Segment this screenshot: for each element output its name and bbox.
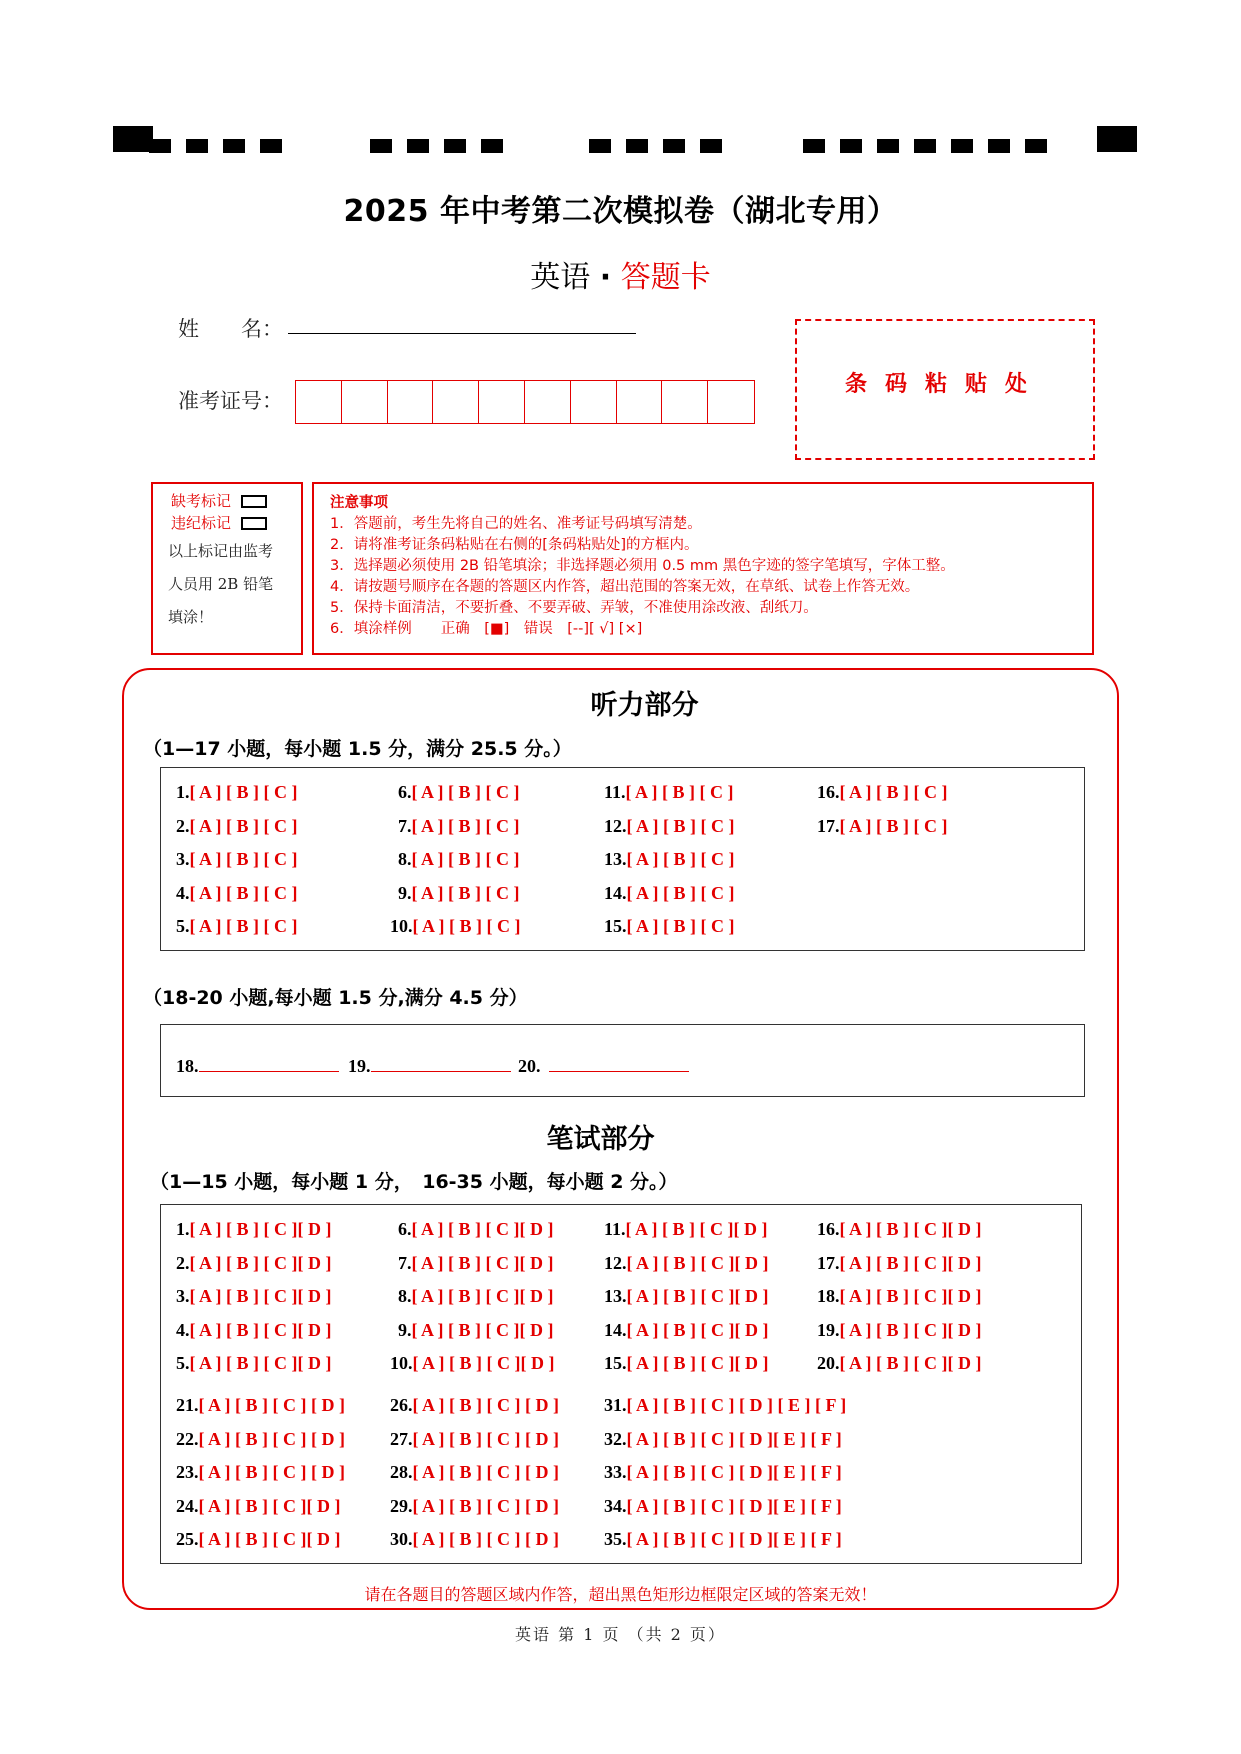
choice-question-33[interactable]	[604, 1462, 842, 1483]
choice-question-12[interactable]	[604, 816, 734, 837]
question-number: 7.	[398, 815, 412, 836]
exam-id-digit-cell[interactable]	[571, 381, 617, 423]
choice-question-30[interactable]	[390, 1529, 559, 1550]
question-number: 14.	[604, 882, 627, 903]
answer-options[interactable]: [ A ] [ B ] [ C ]	[411, 782, 520, 802]
answer-options[interactable]: [ A ] [ B ] [ C ]	[626, 882, 735, 903]
timing-dash	[840, 139, 862, 153]
barcode-label: 条码粘贴处	[844, 371, 1045, 397]
question-number: 4.	[176, 882, 190, 903]
alignment-mark-right	[1097, 126, 1137, 152]
answer-options[interactable]: [ A ] [ B ] [ C ]	[626, 916, 735, 936]
answer-options[interactable]: [ A ] [ B ] [ C ][ D ]	[189, 1252, 332, 1273]
answer-options[interactable]: [ A ] [ B ] [ C ][ D ]	[626, 1319, 769, 1340]
answer-options[interactable]: [ A ] [ B ] [ C ][ D ]	[839, 1286, 982, 1306]
choice-question-20[interactable]	[817, 1353, 981, 1374]
choice-question-6[interactable]	[398, 1219, 553, 1240]
question-number: 5.	[176, 916, 190, 936]
answer-options[interactable]: [ A ] [ B ] [ C ][ D ]	[839, 1353, 982, 1373]
question-number: 23.	[176, 1462, 199, 1482]
notice-item-4: 4．请按题号顺序在各题的答题区内作答，超出范围的答案无效，在草纸、试卷上作答无效。	[330, 579, 920, 595]
question-number: 10.	[390, 916, 413, 936]
choice-question-11[interactable]	[604, 1219, 768, 1240]
question-number: 8.	[398, 849, 412, 869]
choice-question-8[interactable]	[398, 1286, 553, 1307]
timing-dash	[223, 139, 245, 153]
answer-options[interactable]: [ A ] [ B ] [ C ][ D ]	[411, 1219, 554, 1239]
timing-dash	[914, 139, 936, 153]
question-number: 27.	[390, 1428, 413, 1449]
choice-question-10[interactable]	[390, 1353, 554, 1374]
question-number: 8.	[398, 1286, 412, 1306]
answer-options[interactable]: [ A ] [ B ] [ C ][ D ]	[839, 1252, 982, 1273]
answer-options[interactable]: [ A ] [ B ] [ C ]	[189, 782, 298, 802]
answer-options[interactable]: [ A ] [ B ] [ C ][ D ]	[412, 1353, 555, 1373]
answer-options[interactable]: [ A ] [ B ] [ C ]	[411, 882, 520, 903]
question-number: 7.	[398, 1252, 412, 1273]
question-number: 18.	[817, 1286, 840, 1306]
subject-label: 英语	[530, 260, 591, 295]
choice-question-9[interactable]	[398, 1320, 553, 1341]
answer-options[interactable]: [ A ] [ B ] [ C ] [ D ][ E ] [ F ]	[626, 1462, 842, 1482]
answer-options[interactable]: [ A ] [ B ] [ C ] [ D ] [ E ] [ F ]	[626, 1395, 847, 1415]
question-number: 17.	[817, 815, 840, 836]
answer-options[interactable]: [ A ] [ B ] [ C ]	[412, 916, 521, 936]
answer-options[interactable]: [ A ] [ B ] [ C ] [ D ]	[412, 1462, 559, 1482]
choice-question-24[interactable]	[176, 1496, 340, 1517]
notice-item-1: 1．答题前，考生先将自己的姓名、准考证号码填写清楚。	[330, 516, 702, 532]
listening-instruction-1: （1—17 小题，每小题 1.5 分，满分 25.5 分。）	[143, 738, 572, 760]
question-number: 24.	[176, 1495, 199, 1516]
violation-mark-row[interactable]	[171, 512, 267, 533]
choice-question-5[interactable]	[176, 1353, 331, 1374]
answer-options[interactable]: [ A ] [ B ] [ C ] [ D ]	[412, 1428, 559, 1449]
choice-question-5[interactable]	[176, 916, 297, 937]
answer-options[interactable]: [ A ] [ B ] [ C ]	[839, 782, 948, 802]
question-number: 15.	[604, 916, 627, 936]
choice-question-6[interactable]	[398, 782, 519, 803]
question-number: 9.	[398, 1319, 412, 1340]
question-number: 1.	[176, 782, 190, 802]
choice-question-16[interactable]	[817, 782, 947, 803]
exam-id-digit-cell[interactable]	[479, 381, 525, 423]
question-number: 22.	[176, 1428, 199, 1449]
timing-dash	[988, 139, 1010, 153]
answer-options[interactable]: [ A ] [ B ] [ C ] [ D ][ E ] [ F ]	[626, 1428, 842, 1449]
page-title: 2025 年中考第二次模拟卷（湖北专用）	[343, 194, 898, 229]
answer-blank-19[interactable]	[371, 1053, 511, 1072]
answer-options[interactable]: [ A ] [ B ] [ C ]	[189, 916, 298, 936]
choice-question-12[interactable]	[604, 1253, 768, 1274]
choice-question-14[interactable]	[604, 1320, 768, 1341]
timing-dash	[589, 139, 611, 153]
writing-title: 笔试部分	[546, 1124, 655, 1155]
timing-dash	[444, 139, 466, 153]
barcode-area	[795, 319, 1095, 460]
absent-mark-checkbox[interactable]	[241, 495, 267, 508]
answer-options[interactable]: [ A ] [ B ] [ C ]	[411, 849, 520, 869]
answer-options[interactable]: [ A ] [ B ] [ C ]	[626, 815, 735, 836]
violation-mark-label: 违纪标记	[171, 514, 232, 532]
question-number: 35.	[604, 1529, 627, 1549]
absent-note-line-1: 以上标记由监考	[168, 542, 274, 560]
exam-id-digit-cell[interactable]	[388, 381, 434, 423]
answer-options[interactable]: [ A ] [ B ] [ C ] [ D ]	[198, 1428, 345, 1449]
choice-question-27[interactable]	[390, 1429, 559, 1450]
choice-question-15[interactable]	[604, 916, 734, 937]
card-subtitle	[0, 252, 1241, 296]
choice-question-7[interactable]	[398, 816, 519, 837]
timing-dash	[370, 139, 392, 153]
timing-dash	[700, 139, 722, 153]
choice-question-2[interactable]	[176, 816, 297, 837]
answer-options[interactable]: [ A ] [ B ] [ C ][ D ]	[189, 1319, 332, 1340]
violation-mark-checkbox[interactable]	[241, 517, 267, 530]
question-number: 3.	[176, 849, 190, 869]
choice-question-14[interactable]	[604, 883, 734, 904]
answer-options[interactable]: [ A ] [ B ] [ C ] [ D ]	[198, 1395, 345, 1415]
answer-options[interactable]: [ A ] [ B ] [ C ]	[839, 815, 948, 836]
question-number: 11.	[604, 782, 626, 802]
exam-id-digit-cell[interactable]	[708, 381, 754, 423]
absent-note-line-2: 人员用 2B 铅笔	[168, 575, 274, 593]
choice-question-32[interactable]	[604, 1429, 842, 1450]
notice-title: 注意事项	[330, 495, 388, 511]
exam-id-label: 准考证号：	[178, 389, 283, 413]
question-number: 12.	[604, 815, 627, 836]
question-number: 5.	[176, 1353, 190, 1373]
card-label: 答题卡	[620, 260, 711, 295]
notice-item-2: 2．请将准考证条码粘贴在右侧的[条码粘贴处]的方框内。	[330, 537, 699, 553]
answer-options[interactable]: [ A ] [ B ] [ C ][ D ]	[839, 1319, 982, 1340]
question-number: 2.	[176, 1252, 190, 1273]
question-number: 13.	[604, 849, 627, 869]
choice-question-26[interactable]	[390, 1395, 559, 1416]
timing-dash	[260, 139, 282, 153]
question-number: 1.	[176, 1219, 190, 1239]
timing-dash	[481, 139, 503, 153]
choice-question-17[interactable]	[817, 1253, 981, 1274]
notice-item-3: 3．选择题必须使用 2B 铅笔填涂；非选择题必须用 0.5 mm 黑色字迹的签字笔填写，字体工整。	[330, 558, 955, 574]
question-number: 16.	[817, 1219, 840, 1239]
answer-area-warning: 请在各题目的答题区域内作答，超出黑色矩形边框限定区域的答案无效！	[364, 1585, 877, 1604]
question-number: 13.	[604, 1286, 627, 1306]
choice-question-10[interactable]	[390, 916, 520, 937]
answer-options[interactable]: [ A ] [ B ] [ C ] [ D ]	[412, 1495, 559, 1516]
answer-options[interactable]: [ A ] [ B ] [ C ][ D ]	[626, 1353, 769, 1373]
answer-options[interactable]: [ A ] [ B ] [ C ][ D ]	[411, 1286, 554, 1306]
timing-dash	[407, 139, 429, 153]
choice-question-17[interactable]	[817, 816, 947, 837]
choice-question-16[interactable]	[817, 1219, 981, 1240]
timing-dash	[877, 139, 899, 153]
question-number: 9.	[398, 882, 412, 903]
answer-options[interactable]: [ A ] [ B ] [ C ]	[625, 782, 734, 802]
timing-dash	[1025, 139, 1047, 153]
answer-options[interactable]: [ A ] [ B ] [ C ][ D ]	[626, 1252, 769, 1273]
listening-instruction-2: （18-20 小题,每小题 1.5 分,满分 4.5 分）	[143, 987, 528, 1009]
writing-instruction: （1—15 小题，每小题 1 分， 16-35 小题，每小题 2 分。）	[150, 1171, 678, 1193]
answer-options[interactable]: [ A ] [ B ] [ C ][ D ]	[198, 1529, 341, 1549]
choice-question-13[interactable]	[604, 1286, 768, 1307]
choice-question-23[interactable]	[176, 1462, 345, 1483]
name-field[interactable]	[288, 333, 636, 334]
blank-item-18[interactable]	[176, 1053, 339, 1077]
answer-options[interactable]: [ A ] [ B ] [ C ] [ D ]	[412, 1395, 559, 1415]
question-number: 3.	[176, 1286, 190, 1306]
timing-dash	[149, 139, 171, 153]
choice-question-31[interactable]	[604, 1395, 846, 1416]
choice-question-1[interactable]	[176, 1219, 331, 1240]
absent-mark-panel	[151, 482, 303, 655]
answer-options[interactable]: [ A ] [ B ] [ C ] [ D ]	[198, 1462, 345, 1482]
timing-dash	[663, 139, 685, 153]
question-number: 6.	[398, 1219, 412, 1239]
exam-id-digit-cell[interactable]	[525, 381, 571, 423]
question-number: 21.	[176, 1395, 199, 1415]
answer-blank-20[interactable]	[549, 1053, 689, 1072]
answer-options[interactable]: [ A ] [ B ] [ C ]	[189, 882, 298, 903]
answer-options[interactable]: [ A ] [ B ] [ C ][ D ]	[626, 1286, 769, 1306]
question-number: 4.	[176, 1319, 190, 1340]
choice-question-9[interactable]	[398, 883, 519, 904]
blank-number: 18.	[176, 1056, 199, 1076]
question-number: 6.	[398, 782, 412, 802]
answer-options[interactable]: [ A ] [ B ] [ C ][ D ]	[189, 1286, 332, 1306]
question-number: 25.	[176, 1529, 199, 1549]
question-number: 12.	[604, 1252, 627, 1273]
answer-blank-18[interactable]	[199, 1053, 339, 1072]
question-number: 20.	[817, 1353, 840, 1373]
exam-id-digit-cell[interactable]	[617, 381, 663, 423]
answer-options[interactable]: [ A ] [ B ] [ C ]	[189, 815, 298, 836]
notice-panel	[312, 482, 1094, 655]
notice-item-5: 5．保持卡面清洁，不要折叠、不要弄破、弄皱，不准使用涂改液、刮纸刀。	[330, 600, 818, 616]
timing-dash	[803, 139, 825, 153]
choice-question-8[interactable]	[398, 849, 519, 870]
absent-mark-label: 缺考标记	[171, 492, 232, 510]
answer-options[interactable]: [ A ] [ B ] [ C ]	[411, 815, 520, 836]
question-number: 19.	[817, 1319, 840, 1340]
title-separator: ·	[599, 260, 612, 295]
absent-mark-row[interactable]	[171, 490, 267, 511]
answer-options[interactable]: [ A ] [ B ] [ C ][ D ]	[189, 1219, 332, 1239]
blank-number: 19.	[348, 1056, 371, 1076]
name-label: 姓 名：	[178, 317, 283, 341]
question-number: 11.	[604, 1219, 626, 1239]
choice-question-13[interactable]	[604, 849, 734, 870]
choice-question-21[interactable]	[176, 1395, 345, 1416]
choice-question-19[interactable]	[817, 1320, 981, 1341]
choice-question-4[interactable]	[176, 1320, 331, 1341]
exam-id-digit-cell[interactable]	[433, 381, 479, 423]
answer-options[interactable]: [ A ] [ B ] [ C ]	[189, 849, 298, 869]
answer-options[interactable]: [ A ] [ B ] [ C ] [ D ][ E ] [ F ]	[626, 1529, 842, 1549]
choice-question-35[interactable]	[604, 1529, 842, 1550]
answer-options[interactable]: [ A ] [ B ] [ C ]	[626, 849, 735, 869]
question-number: 30.	[390, 1529, 413, 1549]
question-number: 28.	[390, 1462, 413, 1482]
exam-id-digit-cell[interactable]	[662, 381, 708, 423]
choice-question-25[interactable]	[176, 1529, 340, 1550]
answer-options[interactable]: [ A ] [ B ] [ C ][ D ]	[411, 1252, 554, 1273]
question-number: 33.	[604, 1462, 627, 1482]
answer-options[interactable]: [ A ] [ B ] [ C ] [ D ][ E ] [ F ]	[626, 1495, 842, 1516]
absent-note-line-3: 填涂！	[168, 608, 214, 626]
choice-question-18[interactable]	[817, 1286, 981, 1307]
choice-question-2[interactable]	[176, 1253, 331, 1274]
question-number: 10.	[390, 1353, 413, 1373]
question-number: 16.	[817, 782, 840, 802]
question-number: 26.	[390, 1395, 413, 1415]
answer-options[interactable]: [ A ] [ B ] [ C ][ D ]	[198, 1495, 341, 1516]
question-number: 31.	[604, 1395, 627, 1415]
exam-id-grid[interactable]	[295, 380, 755, 424]
choice-question-11[interactable]	[604, 782, 734, 803]
listening-title: 听力部分	[590, 690, 699, 721]
choice-question-22[interactable]	[176, 1429, 345, 1450]
choice-question-29[interactable]	[390, 1496, 559, 1517]
question-number: 17.	[817, 1252, 840, 1273]
answer-options[interactable]: [ A ] [ B ] [ C ][ D ]	[189, 1353, 332, 1373]
timing-dash	[186, 139, 208, 153]
choice-question-7[interactable]	[398, 1253, 553, 1274]
timing-dash	[951, 139, 973, 153]
notice-item-6: 6．填涂样例 正确 [■] 错误 [--][ √] [×]	[330, 621, 643, 637]
choice-question-34[interactable]	[604, 1496, 842, 1517]
blank-item-19[interactable]	[348, 1053, 511, 1077]
blank-item-20[interactable]	[518, 1053, 689, 1077]
choice-question-4[interactable]	[176, 883, 297, 904]
blank-number: 20.	[518, 1056, 541, 1076]
answer-options[interactable]: [ A ] [ B ] [ C ][ D ]	[625, 1219, 768, 1239]
answer-options[interactable]: [ A ] [ B ] [ C ] [ D ]	[412, 1529, 559, 1549]
question-number: 14.	[604, 1319, 627, 1340]
choice-question-15[interactable]	[604, 1353, 768, 1374]
question-number: 32.	[604, 1428, 627, 1449]
answer-options[interactable]: [ A ] [ B ] [ C ][ D ]	[411, 1319, 554, 1340]
choice-question-3[interactable]	[176, 849, 297, 870]
choice-question-28[interactable]	[390, 1462, 559, 1483]
exam-id-digit-cell[interactable]	[296, 381, 342, 423]
timing-dash	[626, 139, 648, 153]
page-number: 英语 第 1 页 （共 2 页）	[515, 1625, 726, 1644]
answer-options[interactable]: [ A ] [ B ] [ C ][ D ]	[839, 1219, 982, 1239]
choice-question-1[interactable]	[176, 782, 297, 803]
exam-id-digit-cell[interactable]	[342, 381, 388, 423]
question-number: 2.	[176, 815, 190, 836]
question-number: 29.	[390, 1495, 413, 1516]
choice-question-3[interactable]	[176, 1286, 331, 1307]
question-number: 15.	[604, 1353, 627, 1373]
question-number: 34.	[604, 1495, 627, 1516]
alignment-mark-left	[113, 126, 153, 152]
